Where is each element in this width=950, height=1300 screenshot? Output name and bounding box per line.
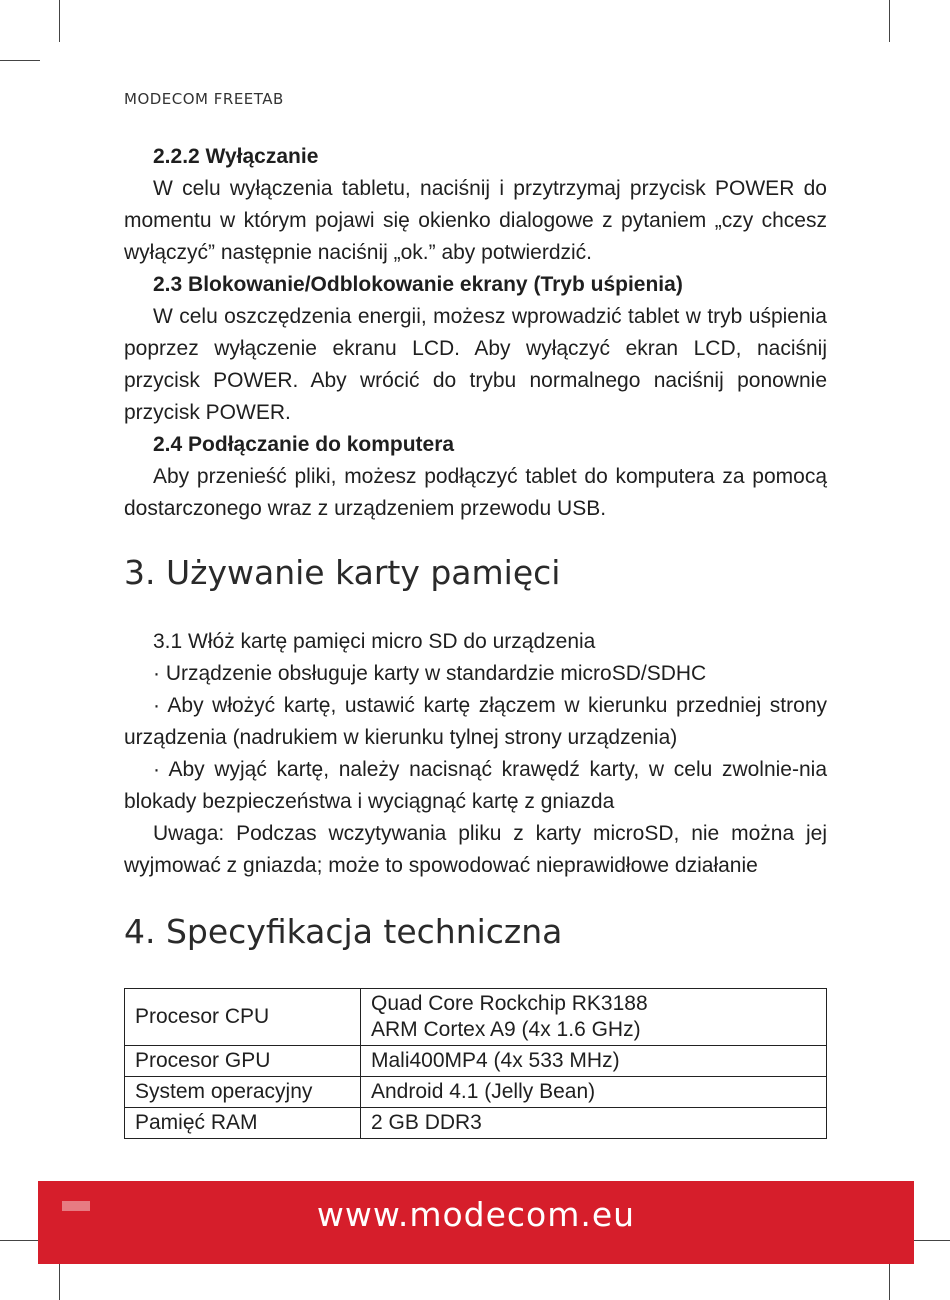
running-header: MODECOM FREETAB — [124, 90, 284, 108]
spec-value: Android 4.1 (Jelly Bean) — [361, 1077, 827, 1108]
spec-value-line: Quad Core Rockchip RK3188 — [371, 992, 648, 1015]
footer-banner — [38, 1181, 914, 1264]
spec-value-line: ARM Cortex A9 (4x 1.6 GHz) — [371, 1018, 641, 1041]
heading-section-4: 4. Specyfikacja techniczna — [124, 912, 563, 951]
footer-url[interactable]: www.modecom.eu — [316, 1195, 636, 1234]
crop-mark — [59, 1258, 60, 1300]
crop-mark — [0, 1240, 40, 1241]
spec-value: Mali400MP4 (4x 533 MHz) — [361, 1046, 827, 1077]
spec-value: 2 GB DDR3 — [361, 1108, 827, 1139]
crop-mark — [59, 0, 60, 42]
bullet-remove-card: · Aby wyjąć kartę, należy nacisnąć krawędź karty, w celu zwolnie-nia blokady bezpieczeństwa i wyciągnąć kartę z gniazda — [124, 758, 827, 813]
table-row — [125, 1108, 827, 1139]
section-2-content — [124, 141, 827, 525]
crop-mark — [889, 0, 890, 42]
crop-mark — [0, 60, 40, 61]
paragraph-2-2-2: W celu wyłączenia tabletu, naciśnij i przytrzymaj przycisk POWER do momentu w którym pojawi się okienko dialogowe z pytaniem „czy chcesz wyłączyć” następnie naciśnij „ok.” aby potwierdzić. — [124, 177, 827, 264]
crop-mark — [910, 1240, 950, 1241]
table-row — [125, 1077, 827, 1108]
paragraph-2-3: W celu oszczędzenia energii, możesz wprowadzić tablet w tryb uśpienia poprzez wyłączenie ekranu LCD. Aby wyłączyć ekran LCD, naciśnij przycisk POWER. Aby wrócić do trybu normalnego naciśnij ponownie przycisk POWER. — [124, 305, 827, 424]
bullet-insert-card: · Aby włożyć kartę, ustawić kartę złączem w kierunku przedniej strony urządzenia (nadrukiem w kierunku tylnej strony urządzenia) — [124, 694, 827, 749]
paragraph-2-4: Aby przenieść pliki, możesz podłączyć tablet do komputera za pomocą dostarczonego wraz z urządzeniem przewodu USB. — [124, 465, 827, 520]
bullet-sdhc: · Urządzenie obsługuje karty w standardzie microSD/SDHC — [153, 662, 707, 685]
heading-2-4: 2.4 Podłączanie do komputera — [153, 433, 455, 456]
table-row — [125, 1046, 827, 1077]
heading-2-2-2: 2.2.2 Wyłączanie — [153, 145, 319, 168]
spec-table — [124, 988, 827, 1139]
spec-key: Pamięć RAM — [125, 1108, 361, 1139]
crop-mark — [889, 1258, 890, 1300]
spec-key: Procesor GPU — [125, 1046, 361, 1077]
spec-value — [361, 989, 827, 1046]
note-warning: Uwaga: Podczas wczytywania pliku z karty microSD, nie można jej wyjmować z gniazda; może to spowodować nieprawidłowe działanie — [124, 822, 827, 877]
spec-key: System operacyjny — [125, 1077, 361, 1108]
heading-2-3: 2.3 Blokowanie/Odblokowanie ekrany (Tryb uśpienia) — [153, 273, 683, 296]
paragraph-3-1: 3.1 Włóż kartę pamięci micro SD do urządzenia — [153, 630, 596, 653]
heading-section-3: 3. Używanie karty pamięci — [124, 553, 561, 592]
spec-key: Procesor CPU — [125, 989, 361, 1046]
table-row — [125, 989, 827, 1046]
section-3-content — [124, 626, 827, 882]
